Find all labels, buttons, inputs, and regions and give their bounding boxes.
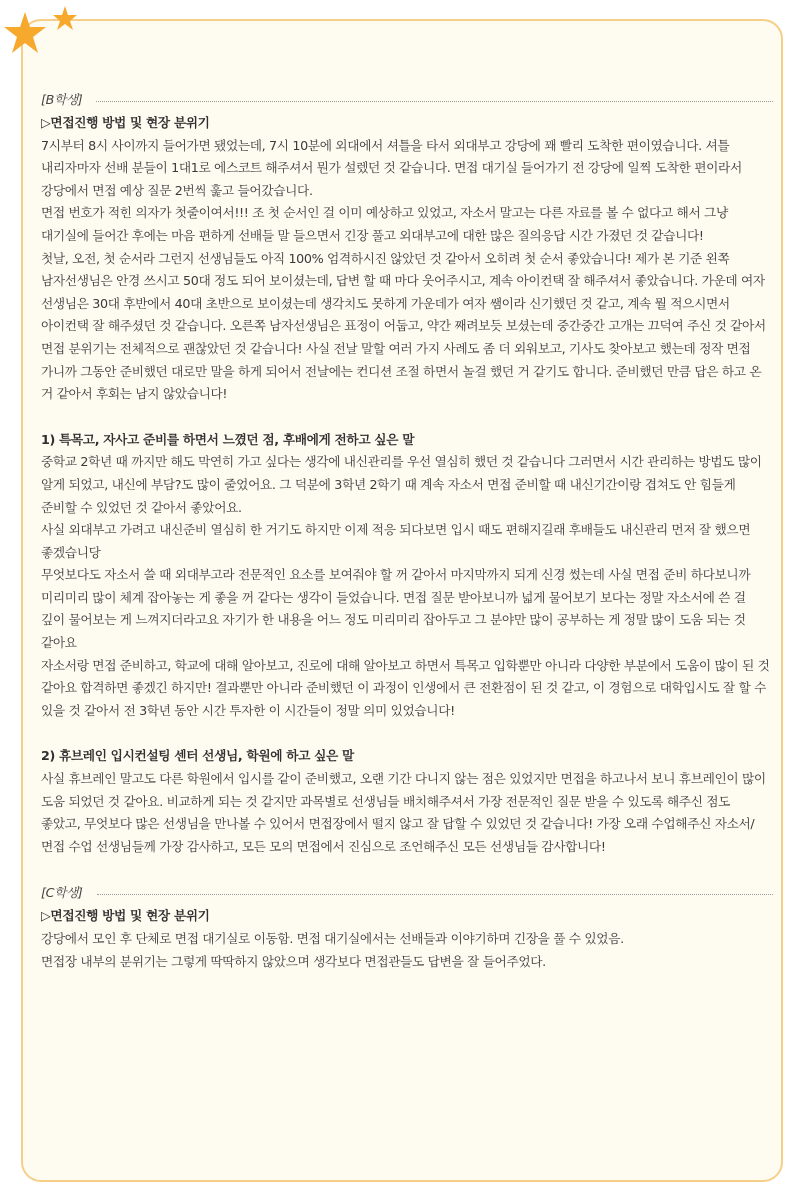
paragraph-q1-2: 사실 외대부고 가려고 내신준비 열심히 한 거기도 하지만 이제 적응 되다보면 입시 때도 편해지길래 후배들도 내신관리 먼저 잘 했으면 좋겠습니당 xyxy=(41,522,751,560)
paragraph-q1-1: 중학교 2학년 때 까지만 해도 막연히 가고 싶다는 생각에 내신관리를 우선 열심히 했던 것 같습니다 그러면서 시간 관리하는 방법도 많이 알게 되었고, 내신에 부담?도 많이 줄었어요. 그 덕분에 3학년 2학기 때 계속 자소서 면접 준비할 때 내신기간이랑 겹쳐도 안 힘들게 준비할 수 있었던 것 같아서 좋았어요. xyxy=(41,454,762,515)
dotted-divider xyxy=(97,894,773,895)
paragraph-b-1: 7시부터 8시 사이까지 들어가면 됐었는데, 7시 10분에 외대에서 셔틀을 타서 외대부고 강당에 꽤 빨리 도착한 편이였습니다. 셔틀 내리자마자 선배 분들이 1대1로 에스코트 해주셔서 뭔가 설렜던 것 같습니다. 면접 대기실 들어가기 전 강당에 일찍 도착한 편이라서 강당에서 면접 예상 질문 2번씩 훑고 들어갔습니다. xyxy=(41,137,742,198)
question-1-title: 1) 특목고, 자사고 준비를 하면서 느꼈던 점, 후배에게 전하고 싶은 말 xyxy=(41,431,415,447)
star-decoration xyxy=(0,0,100,80)
question-2-title: 2) 휴브레인 입시컨설팅 센터 선생님, 학원에 하고 싶은 말 xyxy=(41,748,354,764)
small-star-icon xyxy=(53,6,77,30)
section-header-b xyxy=(41,88,773,112)
paragraph-b-2: 면접 번호가 적힌 의자가 첫줄이여서!!! 조 첫 순서인 걸 이미 예상하고 있었고, 자소서 말고는 다른 자료를 볼 수 없다고 해서 그냥 대기실에 들어간 후에는 마음 편하게 선배들 말 들으면서 긴장 풀고 외대부고에 대한 많은 질의응답 시간 가졌던 것 같습니다! xyxy=(41,205,728,243)
paragraph-c-1: 강당에서 모인 후 단체로 면접 대기실로 이동함. 면접 대기실에서는 선배들과 이야기하며 긴장을 풀 수 있었음. xyxy=(41,931,624,946)
section-title-c: ▷면접진행 방법 및 현장 분위기 xyxy=(41,908,210,924)
dotted-divider xyxy=(96,101,773,102)
section-header-c xyxy=(41,881,773,905)
paragraph-q1-4: 자소서랑 면접 준비하고, 학교에 대해 알아보고, 진로에 대해 알아보고 하면서 특목고 입학뿐만 아니라 다양한 부분에서 도움이 많이 된 것 같아요 합격하면 좋겠긴 하지만! 결과뿐만 아니라 준비했던 이 과정이 인생에서 큰 전환점이 된 것 같고, 이 경험으로 대학입시도 잘 할 수 있을 것 같아서 전 3학년 동안 시간 투자한 이 시간들이 정말 의미 있었습니다! xyxy=(41,657,770,718)
paragraph-b-3: 첫날, 오전, 첫 순서라 그런지 선생님들도 아직 100% 엄격하시진 않았던 것 같아서 오히려 첫 순서 좋았습니다! 제가 본 기준 왼쪽 남자선생님은 안경 쓰시고 50대 정도 되어 보이셨는데, 답변 할 때 마다 웃어주시고, 계속 아이컨택 잘 해주셔서 좋았습니다. 가운데 여자 선생님은 30대 후반에서 40대 초반으로 보이셨는데 생각치도 못하게 가운데가 여자 쌤이라 신기했던 것 같고, 계속 뭘 적으시면서 아이컨택 잘 해주셨던 것 같습니다. 오른쪽 남자선생님은 표정이 어둡고, 약간 째려보듯 보셨는데 중간중간 고개는 끄덕여 주신 것 같아서 면접 분위기는 전체적으로 괜찮았던 것 같습니다! 사실 전날 말할 여러 가지 사례도 좀 더 외워보고, 기사도 찾아보고 했는데 정작 면접 가니까 그동안 준비했던 대로만 말을 하게 되어서 전날에는 컨디션 조절 하면서 놀걸 했던 거 같기도 합니다. 준비했던 만큼 답은 하고 온 거 같아서 후회는 남지 않았습니다! xyxy=(41,250,766,402)
section-title-b: ▷면접진행 방법 및 현장 분위기 xyxy=(41,115,210,130)
paragraph-q1-3: 무엇보다도 자소서 쓸 때 외대부고라 전문적인 요소를 보여줘야 할 꺼 같아서 마지막까지 되게 신경 썼는데 사실 면접 준비 하다보니까 미리미리 많이 체계 잡아놓는 게 좋을 꺼 같다는 생각이 들었습니다. 면접 질문 받아보니까 넓게 물어보기 보다는 정말 자소서에 쓴 걸 깊이 물어보는 게 느껴지더라고요 자기가 한 내용을 어느 정도 미리미리 잡아두고 그 분야만 많이 공부하는 게 정말 많이 도움 되는 것 같아요 xyxy=(41,567,751,651)
paragraph-c-2: 면접장 내부의 분위기는 그렇게 딱딱하지 않았으며 생각보다 면접관들도 답변을 잘 들어주었다. xyxy=(41,953,546,969)
large-star-icon xyxy=(4,12,46,53)
section-label-c: [C학생] xyxy=(41,885,83,901)
article-body xyxy=(41,88,773,973)
paragraph-q2-1: 사실 휴브레인 말고도 다른 학원에서 입시를 같이 준비했고, 오랜 기간 다니지 않는 점은 있었지만 면접을 하고나서 보니 휴브레인이 많이 도움 되었던 것 같아요. 비교하게 되는 것 같지만 과목별로 선생님들 배치해주셔서 가장 전문적인 질문 받을 수 있도록 해주신 점도 좋았고, 무엇보다 많은 선생님을 만나볼 수 있어서 면접장에서 떨지 않고 잘 답할 수 있었던 것 같습니다! 가장 오래 수업해주신 자소서/면접 수업 선생님들께 가장 감사하고, 모든 모의 면접에서 진심으로 조언해주신 모든 선생님들 감사합니다! xyxy=(41,771,766,854)
section-label-b: [B학생] xyxy=(41,91,83,107)
